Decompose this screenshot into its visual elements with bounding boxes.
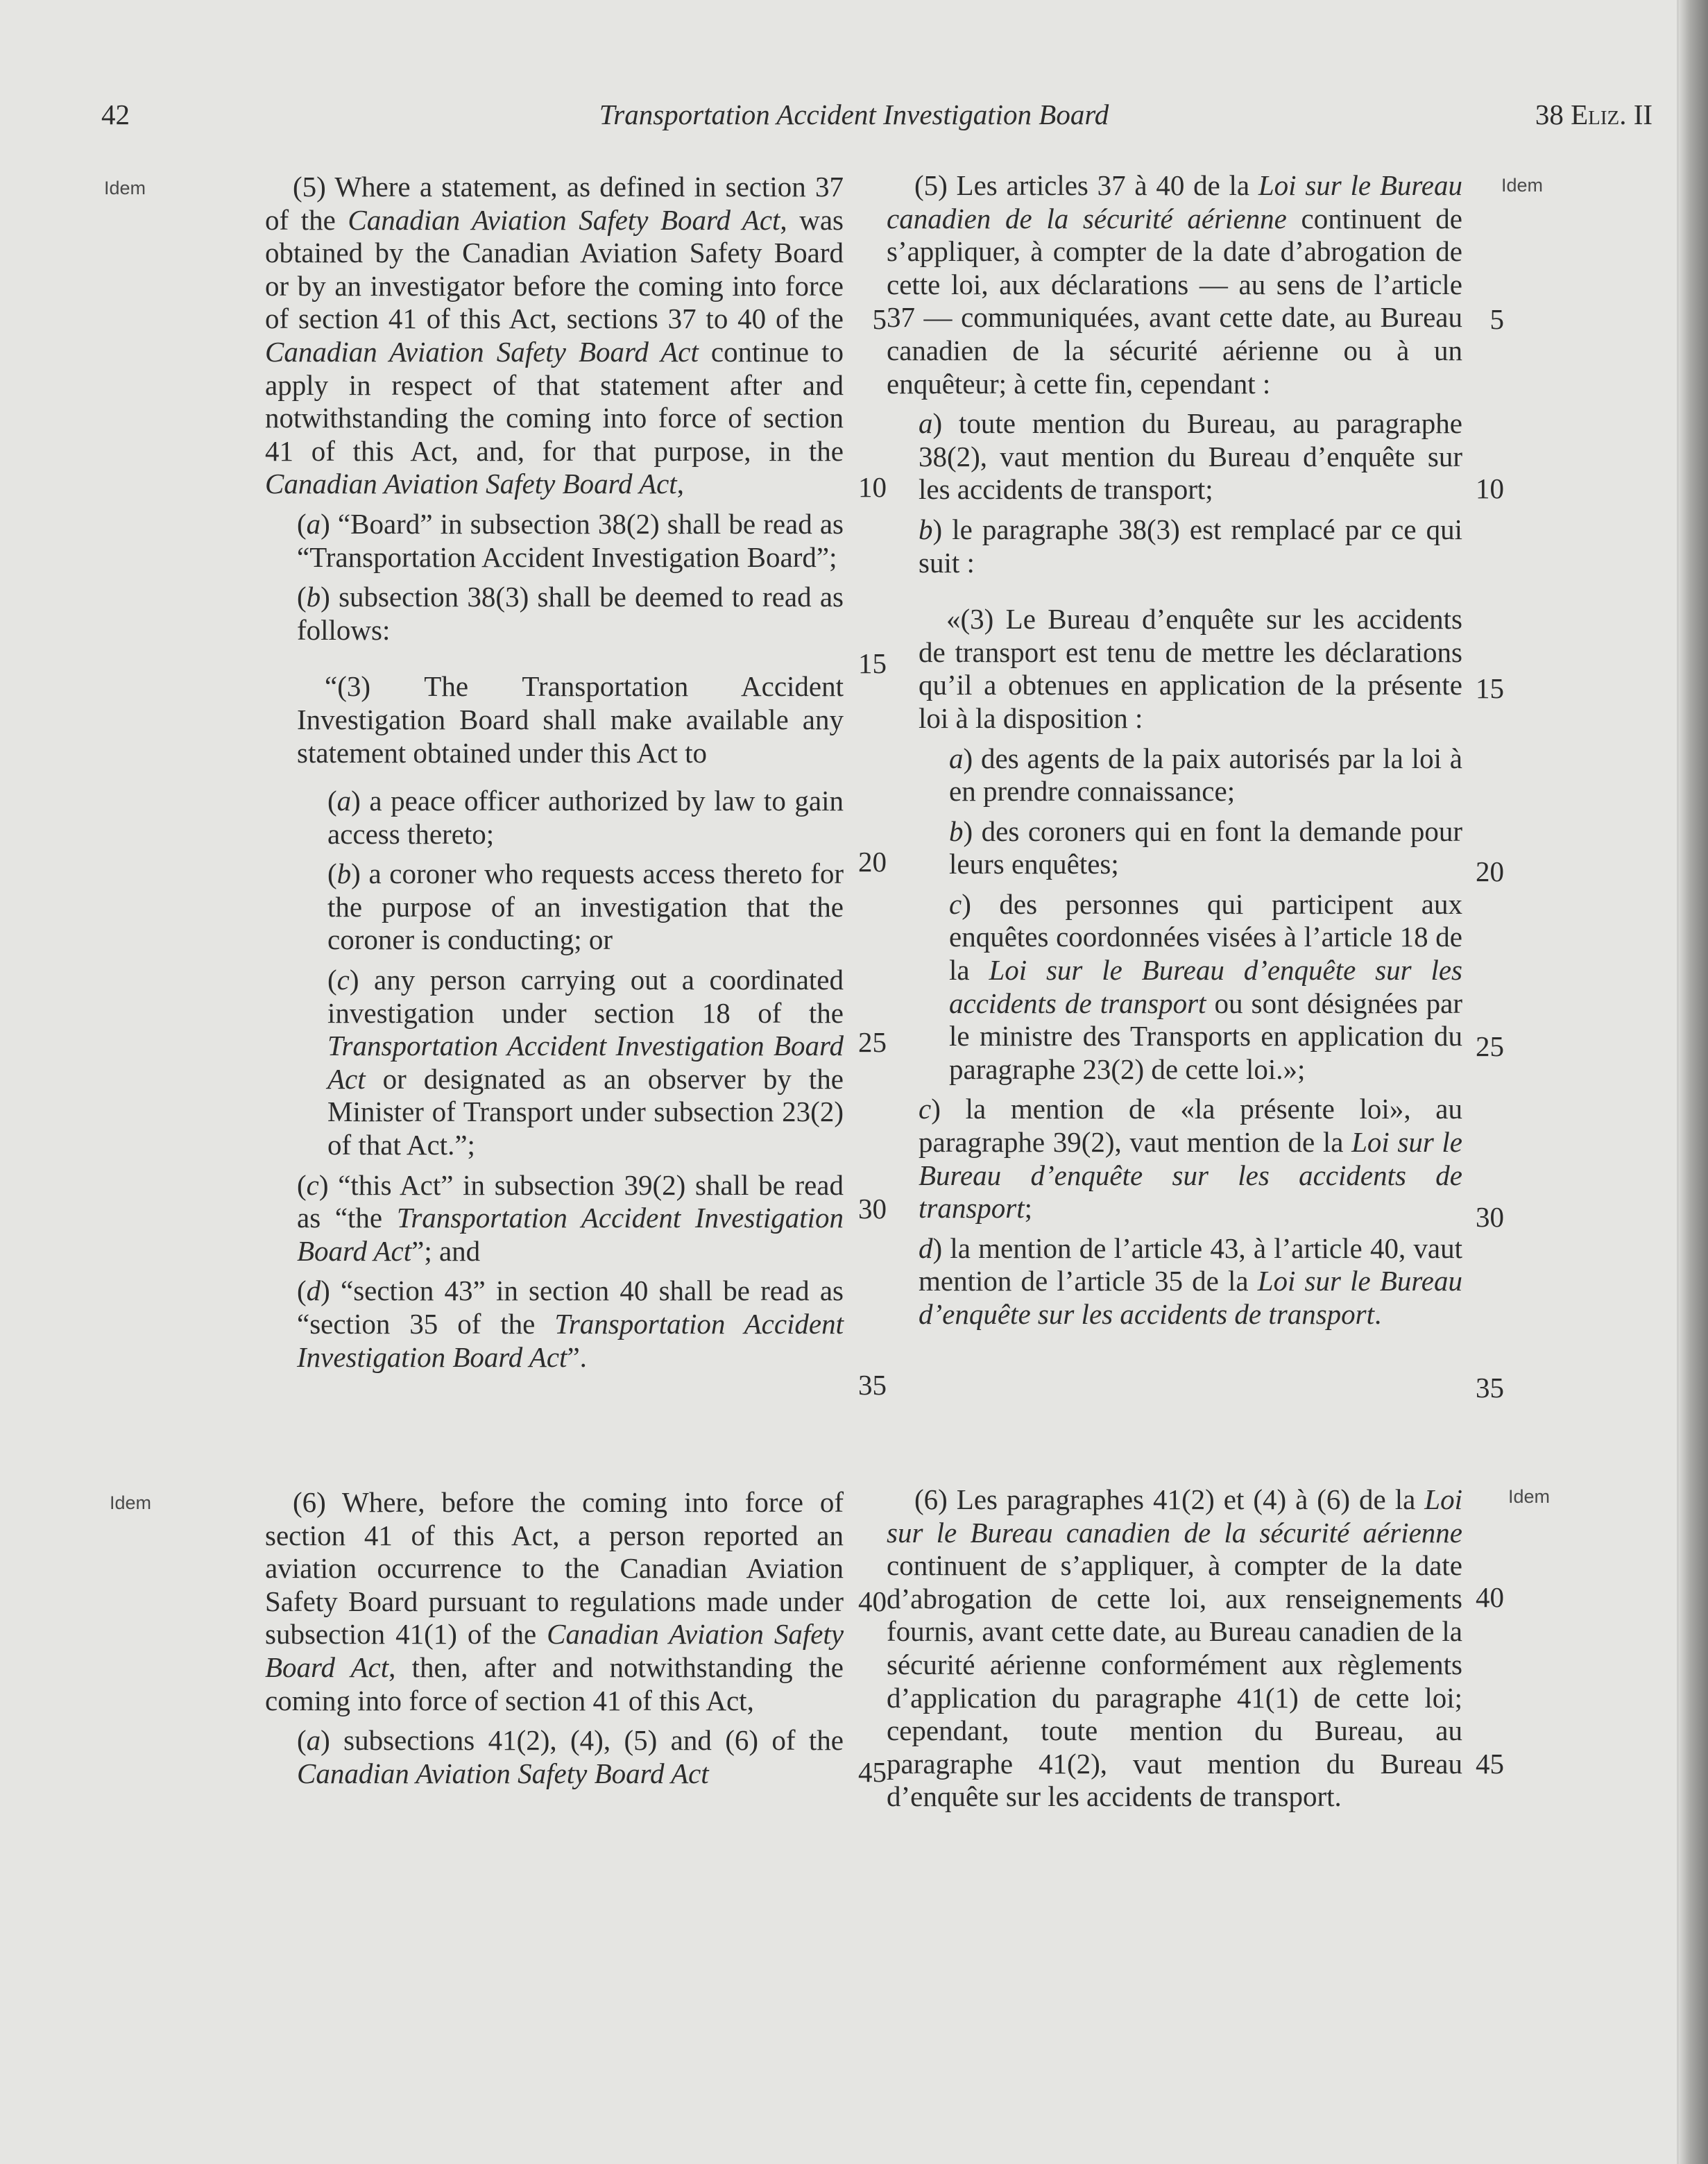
item-label: d	[306, 1275, 321, 1307]
text: (5) Where a statement, as defined in section 37 of the	[265, 171, 844, 236]
paragraph	[887, 169, 1462, 400]
item-label: c	[336, 964, 350, 996]
regnal-year: 38 Eliz. II	[1535, 99, 1653, 130]
item-label: c	[949, 887, 962, 920]
text: “Board” in subsection 38(2) shall be read as “Transportation Accident Investigation Board”;	[297, 507, 844, 573]
item-label: c	[919, 1093, 932, 1125]
item-label: a	[949, 742, 964, 774]
paragraph-a: (a) subsections 41(2), (4), (5) and (6) of the Canadian Aviation Safety Board Act	[297, 1724, 844, 1789]
act-title: Loi sur le Bureau canadien de la sécurité aérienne	[887, 1483, 1462, 1549]
act-title: Canadian Aviation Safety Board Act	[265, 335, 699, 368]
text: continuent de s’appliquer, à compter de la date d’abrogation de cette loi, aux renseignements fournis, avant cette date, au Bureau canadien de la sécurité aérienne conformément aux règlements d’application du paragraphe 41(1) de cette loi; cependant, toute mention du Bureau, au paragraphe 41(2), vaut mention du Bureau d’enquête sur les accidents de transport.	[887, 1549, 1462, 1813]
french-subsection-6	[887, 1483, 1462, 1814]
item-label: c	[306, 1168, 319, 1201]
item-label: a	[306, 1724, 321, 1757]
line-number: 20	[858, 846, 887, 878]
page-number: 42	[101, 99, 130, 130]
line-number: 15	[858, 647, 887, 679]
act-title: Canadian Aviation Safety Board Act	[265, 1618, 844, 1683]
line-number: 5	[872, 303, 887, 335]
quoted-paragraph-a: (a) a peace officer authorized by law to gain access thereto;	[327, 785, 844, 850]
paragraph-c	[919, 1093, 1462, 1225]
text: , then, after and notwithstanding the coming into force of section 41 of this Act,	[265, 1651, 844, 1716]
margin-note-fr-idem: Idem	[1508, 1486, 1551, 1507]
line-number: 30	[858, 1193, 887, 1225]
item-label: b	[949, 815, 964, 847]
line-number: 10	[858, 471, 887, 503]
text: ) des agents de la paix autorisés par la loi à en prendre connaissance;	[949, 742, 1462, 808]
item-label: d	[919, 1232, 933, 1264]
quoted-subsection	[919, 603, 1462, 735]
english-subsection-5	[265, 171, 844, 1374]
act-title: Transportation Accident Investigation Board Act	[297, 1202, 844, 1267]
text: ”; and	[411, 1234, 481, 1267]
text: “(3) The Transportation Accident Investigation Board shall make available any statement obtained under this Act to	[297, 670, 844, 769]
text: ;	[1024, 1192, 1033, 1225]
line-number: 10	[1476, 472, 1504, 504]
text: ) la mention de l’article 43, à l’article 40, vaut mention de l’article 35 de la	[919, 1232, 1462, 1297]
text: (6) Where, before the coming into force of section 41 of this Act, a person reported an aviation occurrence to the Canadian Aviation Safety Board pursuant to regulations made under subsection 41(1) of the	[265, 1486, 844, 1651]
line-number: 25	[858, 1026, 887, 1058]
french-subsection-5	[887, 169, 1462, 1331]
paragraph	[265, 1486, 844, 1717]
text: “section 43” in section 40 shall be read as “section 35 of the	[297, 1275, 844, 1340]
line-number: 35	[1476, 1372, 1504, 1404]
margin-note-fr-idem: Idem	[1501, 175, 1544, 196]
text: or designated as an observer by the Minister of Transport under subsection 23(2) of that Act.”;	[327, 1062, 844, 1161]
item-label: b	[919, 513, 933, 545]
running-title: Transportation Accident Investigation Board	[599, 99, 1109, 130]
margin-note-en-idem: Idem	[104, 178, 146, 198]
line-number: 30	[1476, 1201, 1504, 1233]
text: any person carrying out a coordinated investigation under section 18 of the	[327, 964, 844, 1029]
item-label: a	[306, 507, 321, 540]
text: a peace officer authorized by law to gain access thereto;	[327, 785, 844, 850]
paragraph	[887, 1483, 1462, 1814]
item-label: b	[306, 581, 321, 613]
line-number: 20	[1476, 855, 1504, 887]
paragraph	[265, 171, 844, 501]
text: continue to apply in respect of that statement after and notwithstanding the coming into force of section 41 of this Act, and, for that purpose, in the	[265, 335, 844, 467]
text: ) des personnes qui participent aux enquêtes coordonnées visées à l’article 18 de la	[949, 887, 1462, 987]
page-edge	[1679, 0, 1708, 2164]
paragraph-d	[919, 1232, 1462, 1331]
text: ) des coroners qui en font la demande pour leurs enquêtes;	[949, 815, 1462, 880]
paragraph-a: (a) “Board” in subsection 38(2) shall be read as “Transportation Accident Investigation Board”;	[297, 507, 844, 573]
text: ”.	[567, 1340, 587, 1373]
item-label: a	[336, 785, 352, 817]
line-number: 25	[1476, 1030, 1504, 1062]
text: ou sont désignées par le ministre des Transports en application du paragraphe 23(2) de cette loi.»;	[949, 987, 1462, 1085]
paragraph-d: (d) “section 43” in section 40 shall be read as “section 35 of the Transportation Accident Investigation Board Act”.	[297, 1275, 844, 1373]
text: subsections 41(2), (4), (5) and (6) of the	[330, 1724, 844, 1757]
quoted-paragraph-b: (b) a coroner who requests access thereto for the purpose of an investigation that the coroner is conducting; or	[327, 858, 844, 956]
quoted-paragraph-c	[949, 888, 1462, 1087]
act-title: Transportation Accident Investigation Board Act	[327, 1030, 844, 1095]
paragraph-c: (c) “this Act” in subsection 39(2) shall be read as “the Transportation Accident Investigation Board Act”; and	[297, 1168, 844, 1267]
act-title: Loi sur le Bureau d’enquête sur les accidents de transport	[919, 1265, 1462, 1330]
quoted-subsection	[297, 670, 844, 769]
line-number: 45	[858, 1756, 887, 1788]
act-title: Transportation Accident Investigation Board Act	[297, 1308, 844, 1373]
text: «(3) Le Bureau d’enquête sur les accidents de transport est tenu de mettre les déclarations qu’il a obtenues en application de la présente loi à la disposition :	[919, 603, 1462, 734]
line-number: 45	[1476, 1748, 1504, 1780]
text: ,	[676, 468, 684, 500]
act-title: Loi sur le Bureau canadien de la sécurité aérienne	[887, 169, 1462, 235]
act-title: Canadian Aviation Safety Board Act	[265, 468, 677, 500]
text: subsection 38(3) shall be deemed to read as follows:	[297, 581, 844, 646]
quoted-paragraph-a	[949, 742, 1462, 808]
english-subsection-6	[265, 1486, 844, 1790]
act-title: Loi sur le Bureau d’enquête sur les accidents de transport	[919, 1126, 1462, 1225]
line-number: 15	[1476, 672, 1504, 704]
text: .	[1374, 1298, 1382, 1330]
line-number: 5	[1489, 303, 1504, 335]
line-number: 40	[1476, 1581, 1504, 1613]
act-title: Canadian Aviation Safety Board Act	[297, 1757, 709, 1789]
paragraph-a	[919, 407, 1462, 506]
text: “this Act” in subsection 39(2) shall be read as “the	[297, 1168, 844, 1234]
quoted-paragraph-c: (c) any person carrying out a coordinated investigation under section 18 of the Transportation Accident Investigation Board Act or designated as an observer by the Minister of Transport under subsection 23(2) of that Act.”;	[327, 964, 844, 1161]
text: a coroner who requests access thereto for the purpose of an investigation that the coroner is conducting; or	[327, 858, 844, 956]
paragraph-b: (b) subsection 38(3) shall be deemed to read as follows:	[297, 581, 844, 646]
act-title: Loi sur le Bureau d’enquête sur les accidents de transport	[949, 954, 1462, 1019]
text: (5) Les articles 37 à 40 de la	[914, 169, 1258, 201]
line-number: 35	[858, 1369, 887, 1401]
text: , was obtained by the Canadian Aviation Safety Board or by an investigator before the coming into force of section 41 of this Act, sections 37 to 40 of the	[265, 203, 844, 335]
item-label: a	[919, 407, 933, 440]
text: ) toute mention du Bureau, au paragraphe 38(2), vaut mention du Bureau d’enquête sur les accidents de transport;	[919, 407, 1462, 506]
text: ) la mention de «la présente loi», au paragraphe 39(2), vaut mention de la	[919, 1093, 1462, 1159]
margin-note-en-idem: Idem	[110, 1492, 152, 1513]
line-number: 40	[858, 1585, 887, 1617]
paragraph-b	[919, 513, 1462, 579]
text: (6) Les paragraphes 41(2) et (4) à (6) de la	[914, 1483, 1425, 1515]
text: ) le paragraphe 38(3) est remplacé par ce qui suit :	[919, 513, 1462, 579]
quoted-paragraph-b	[949, 815, 1462, 881]
act-title: Canadian Aviation Safety Board Act	[348, 203, 780, 236]
item-label: b	[336, 858, 352, 890]
text: continuent de s’appliquer, à compter de la date d’abrogation de cette loi, aux déclarations — au sens de l’article 37 — communiquées, avant cette date, au Bureau canadien de la sécurité aérienne ou à un enquêteur; à cette fin, cependant :	[887, 202, 1462, 400]
